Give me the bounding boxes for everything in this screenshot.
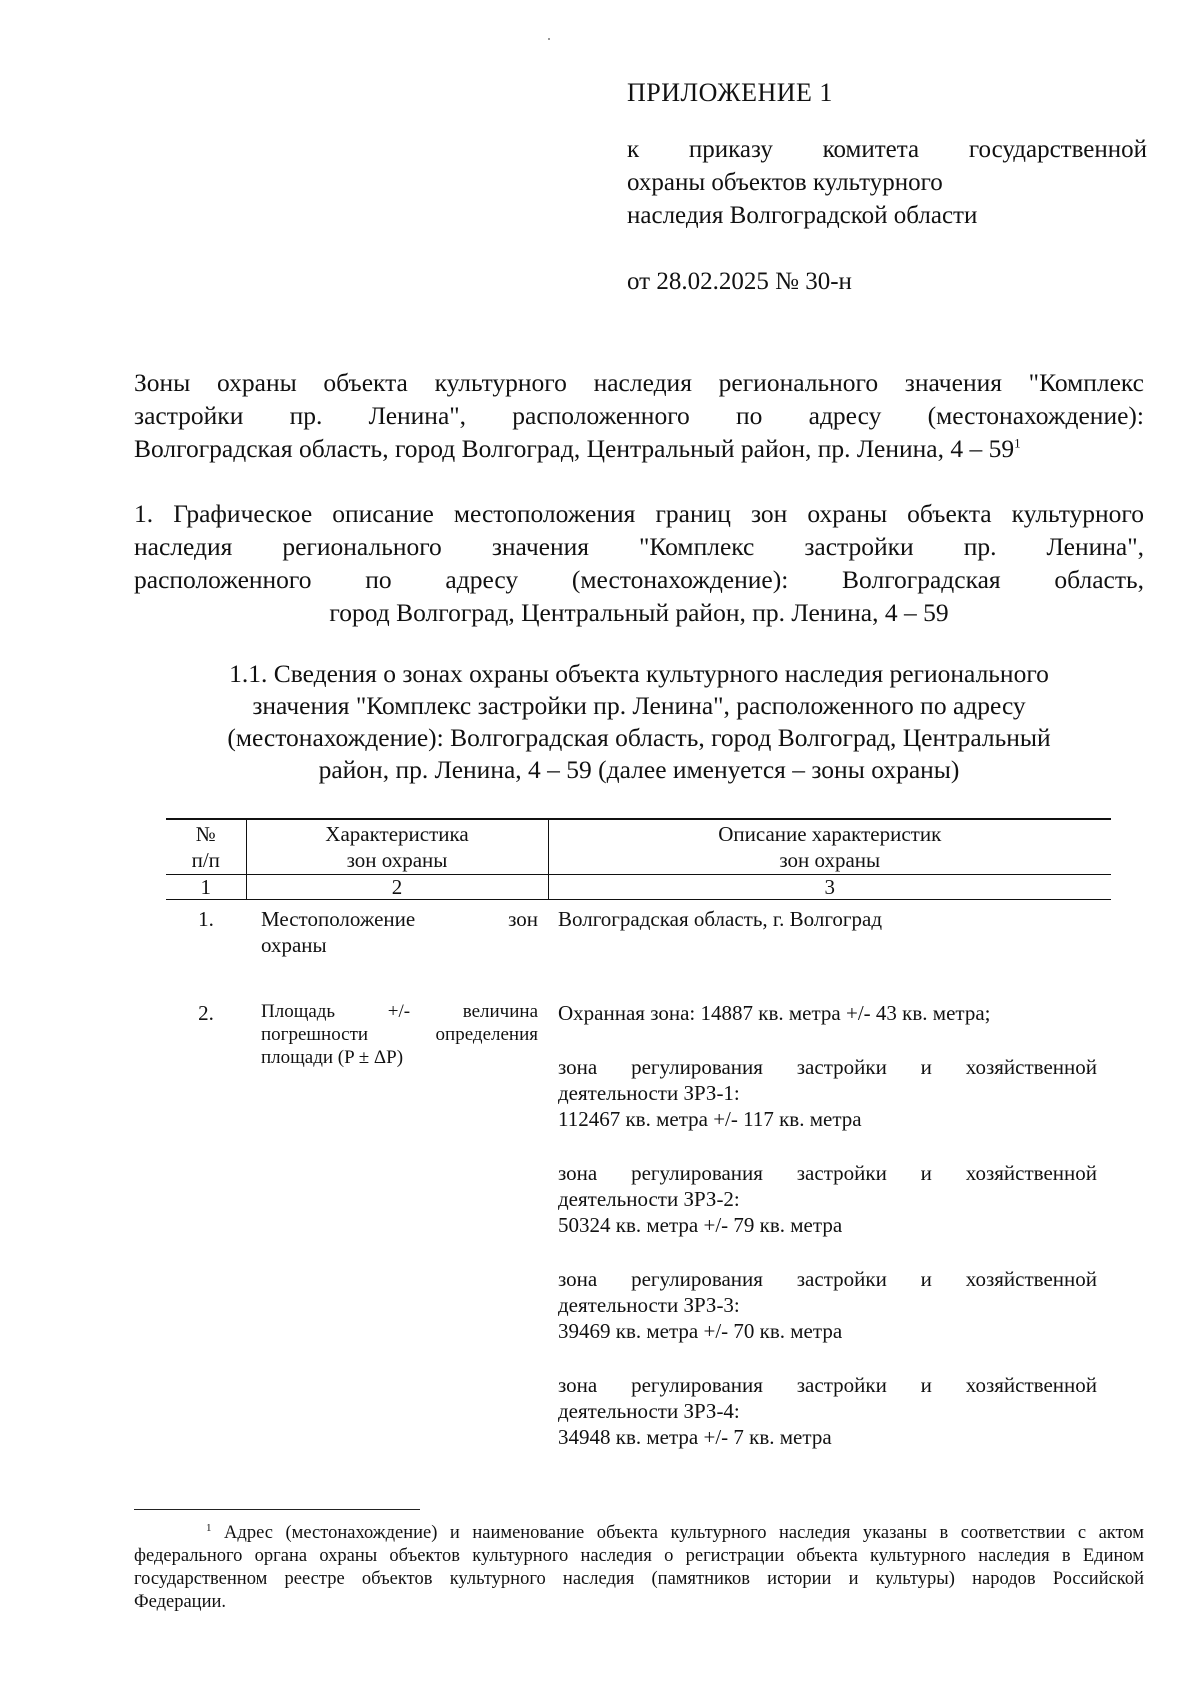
table-header-row [166,819,1111,875]
title-line-1: Зоны охраны объекта культурного наследия регионального значения "Комплекс [134,368,1144,397]
protection-zone-area: Охранная зона: 14887 кв. метра +/- 43 кв. метра; [558,1001,991,1025]
appendix-date: от 28.02.2025 № 30-н [627,268,852,295]
zone-zrz-3 [558,1266,1097,1344]
zone-zrz-1 [558,1054,1097,1132]
column-number-2: 2 [246,875,548,900]
footnote [134,1522,1144,1614]
zone-zrz-2-line-3: 50324 кв. метра +/- 79 кв. метра [558,1213,843,1237]
section-1-1-line-1: 1.1. Сведения о зонах охраны объекта культурного наследия регионального [229,659,1049,688]
section-1-1-line-2: значения "Комплекс застройки пр. Ленина", расположенного по адресу [252,691,1026,720]
column-number-1: 1 [166,875,246,900]
title-line-3-wrap [134,432,1144,465]
row-characteristic [246,994,548,1450]
header-characteristic-line-1: Характеристика [325,822,469,846]
section-1-1-heading [134,658,1144,786]
footnote-reference: 1 [1014,435,1021,451]
zone-zrz-4 [558,1372,1097,1450]
zone-zrz-2-line-2: деятельности ЗРЗ-2: [558,1187,740,1211]
row-description: Волгоградская область, г. Волгоград [558,907,883,931]
row-1-char-line-2: охраны [261,933,327,957]
zone-zrz-1-line-2: деятельности ЗРЗ-1: [558,1081,740,1105]
zone-zrz-4-line-3: 34948 кв. метра +/- 7 кв. метра [558,1425,832,1449]
appendix-title: ПРИЛОЖЕНИЕ 1 [627,78,833,107]
footnote-line-4: Федерации. [134,1592,226,1612]
zone-zrz-3-line-2: деятельности ЗРЗ-3: [558,1293,740,1317]
header-description-line-1: Описание характеристик [718,822,942,846]
zone-zrz-2 [558,1160,1097,1238]
row-2-char-line-1: Площадь +/- величина [261,1001,538,1022]
appendix-line-1: к приказу комитета государственной [627,136,1147,163]
title-line-2: застройки пр. Ленина", расположенного по адресу (местонахождение): [134,401,1144,430]
scan-speck [548,38,550,40]
zone-zrz-3-line-3: 39469 кв. метра +/- 70 кв. метра [558,1319,843,1343]
header-characteristic-line-2: зон охраны [346,848,448,872]
zone-zrz-1-line-3: 112467 кв. метра +/- 117 кв. метра [558,1107,862,1131]
section-1-1-line-4: район, пр. Ленина, 4 – 59 (далее именуется – зоны охраны) [318,755,960,784]
row-number: 1. [198,907,214,931]
header-number [166,819,246,875]
zone-zrz-4-line-2: деятельности ЗРЗ-4: [558,1399,740,1423]
section-1-line-3: расположенного по адресу (местонахождение): Волгоградская область, [134,565,1144,594]
section-1-1-line-3: (местонахождение): Волгоградская область, город Волгоград, Центральный [227,723,1051,752]
footnote-line-1: Адрес (местонахождение) и наименование объекта культурного наследия указаны в соответствии с актом [224,1523,1144,1543]
zone-zrz-4-line-1: зона регулирования застройки и хозяйственной [558,1373,1097,1397]
footnote-line-2: федерального органа охраны объектов культурного наследия о регистрации объекта культурного наследия в Едином [134,1546,1144,1566]
row-description [548,994,1111,1450]
row-characteristic [246,900,548,995]
header-characteristic [246,819,548,875]
footnote-divider [134,1509,420,1510]
row-1-char-line-1: Местоположение зон [261,907,538,931]
appendix-line-3: наследия Волгоградской области [627,202,978,229]
zones-table [166,818,1111,1450]
footnote-mark: 1 [206,1521,212,1534]
table-row [166,900,1111,995]
appendix-line-2: охраны объектов культурного [627,169,943,196]
header-description [548,819,1111,875]
footnote-line-1-wrap [134,1522,1144,1545]
header-number-line-1: № [195,822,216,846]
footnote-line-3: государственном реестре объектов культурного наследия (памятников истории и культуры) народов Российской [134,1569,1144,1589]
section-1-line-2: наследия регионального значения "Комплекс застройки пр. Ленина", [134,532,1144,561]
section-1-line-4: город Волгоград, Центральный район, пр. Ленина, 4 – 59 [329,598,949,627]
appendix-subtitle [627,133,1147,232]
title-line-3: Волгоградская область, город Волгоград, Центральный район, пр. Ленина, 4 – 59 [134,434,1015,463]
document-title [134,366,1144,465]
column-number-3: 3 [548,875,1111,900]
row-2-char-line-3: площади (P ± ΔP) [261,1047,404,1068]
zone-zrz-3-line-1: зона регулирования застройки и хозяйственной [558,1267,1097,1291]
section-1-line-1: 1. Графическое описание местоположения границ зон охраны объекта культурного [134,499,1144,528]
header-number-line-2: п/п [191,848,220,872]
header-description-line-2: зон охраны [779,848,881,872]
table-column-numbers-row [166,875,1111,900]
zone-zrz-2-line-1: зона регулирования застройки и хозяйственной [558,1161,1097,1185]
row-2-char-line-2: погрешности определения [261,1024,538,1045]
zone-zrz-1-line-1: зона регулирования застройки и хозяйственной [558,1055,1097,1079]
section-1-heading [134,497,1144,629]
row-number: 2. [198,1001,214,1025]
table-row [166,994,1111,1450]
